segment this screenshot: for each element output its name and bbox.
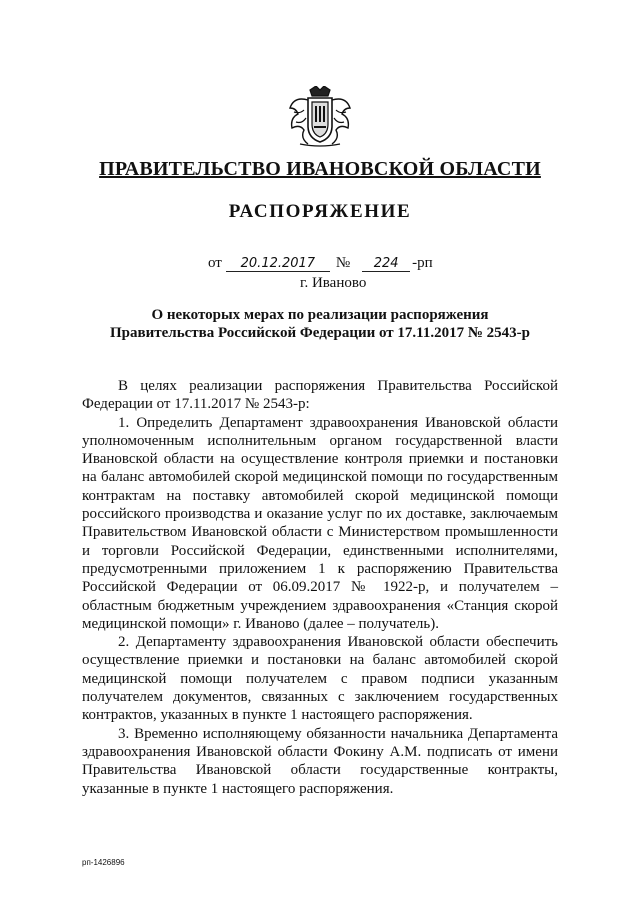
clause-3: 3. Временно исполняющему обязанности начальника Департамента здравоохранения Ивановской области Фокину А.М. подписать от имени Правительства Ивановской области государственные контракты, указанные в пункте 1 настоящего распоряжения.	[82, 725, 558, 797]
number-field: 224	[362, 256, 410, 272]
subject-line-1: О некоторых мерах по реализации распоряжения	[151, 307, 489, 323]
subject-line-2: Правительства Российской Федерации от 17.11.2017 № 2543-р	[110, 325, 530, 341]
number-suffix: -рп	[412, 255, 433, 271]
document-type-title: РАСПОРЯЖЕНИЕ	[228, 201, 412, 222]
date-prefix: от	[208, 255, 222, 271]
date-number-line	[208, 255, 433, 272]
number-prefix: №	[335, 255, 351, 271]
clause-2: 2. Департаменту здравоохранения Ивановской области обеспечить осуществление приемки и постановки на баланс автомобилей скорой медицинской помощи получателем с правом подписи указанным получателем документов, связанных с заключением государственных контрактов, указанных в пункте 1 настоящего распоряжения.	[82, 634, 558, 724]
intro-paragraph: В целях реализации распоряжения Правительства Российской Федерации от 17.11.2017 № 2543-р:	[82, 378, 558, 413]
document-code: рп-1426896	[82, 858, 125, 867]
document-subject	[40, 306, 600, 342]
government-title: ПРАВИТЕЛЬСТВО ИВАНОВСКОЙ ОБЛАСТИ	[99, 158, 541, 180]
document-body	[82, 377, 558, 798]
date-field: 20.12.2017	[226, 256, 330, 272]
city-line: г. Иваново	[300, 275, 367, 291]
clause-1: 1. Определить Департамент здравоохранения Ивановской области уполномоченным исполнительным органом государственной власти Ивановской области на осуществление контроля приемки и постановки на баланс автомобилей скорой медицинской помощи по государственным контрактам на поставку автомобилей скорой медицинской помощи российского производства и оказание услуг по их доставке, заключаемым Правительством Ивановской области с Министерством промышленности и торговли Российской Федерации, единственными исполнителями, предусмотренными приложением 1 к распоряжению Правительства Российской Федерации от 06.09.2017 № 1922-р, и получателем – областным бюджетным учреждением здравоохранения «Станция скорой медицинской помощи» г. Иваново (далее – получатель).	[82, 414, 558, 632]
coat-of-arms-icon	[286, 86, 354, 148]
